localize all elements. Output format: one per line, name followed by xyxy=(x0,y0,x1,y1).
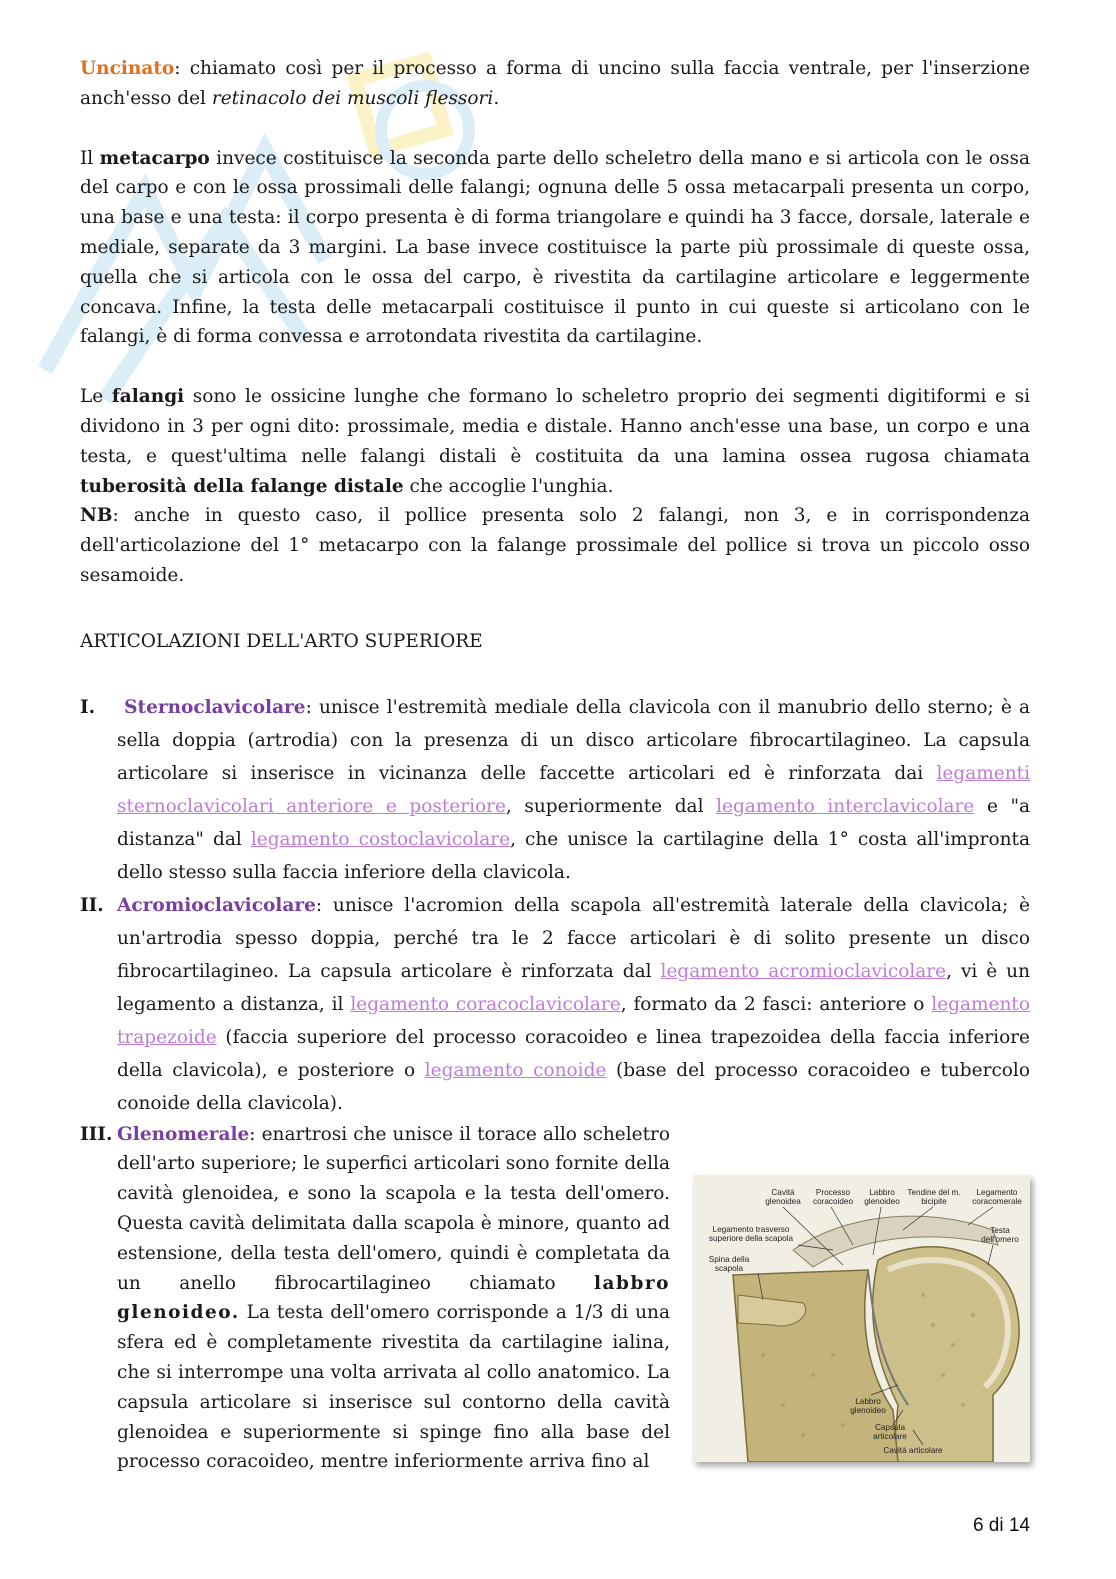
shoulder-joint-figure xyxy=(693,1175,1030,1462)
paragraph-uncinato xyxy=(80,54,1030,114)
text: , superiormente dal xyxy=(505,795,717,817)
text: , formato da 2 fasci: anteriore o xyxy=(620,993,932,1015)
italic-term: retinacolo dei muscoli flessori xyxy=(211,87,494,109)
label-labbro-glenoideo-bottom: Labbro glenoideo xyxy=(850,1397,886,1415)
link-legamento-conoide[interactable]: legamento conoide xyxy=(424,1059,607,1081)
list-item-sternoclavicolare xyxy=(80,691,1030,889)
text: (base del processo coracoideo e tubercolo conoide della clavicola). xyxy=(117,1059,1030,1114)
text: sono le ossicine lunghe che formano lo scheletro proprio dei segmenti digitiformi e si dividono in 3 per ogni dito: prossimale, media e distale. Hanno anch'esse una base, un corpo e una testa, e quest'ultima nelle falangi distali è costituita da una lamina ossea rugosa chiamata xyxy=(80,386,1030,467)
link-legamento-trapezoide[interactable]: legamento trapezoide xyxy=(117,993,1030,1048)
term-metacarpo: metacarpo xyxy=(99,147,210,169)
label-processo-coracoideo: Processo coracoideo xyxy=(812,1188,854,1206)
list-number: I. xyxy=(80,696,96,718)
term-nb: NB xyxy=(80,505,113,527)
text: , che unisce la cartilagine della 1° costa all'impronta dello stesso sulla faccia inferiore della clavicola. xyxy=(117,828,1031,883)
text: , vi è un legamento a distanza, il xyxy=(117,960,1030,1015)
list-item-glenomerale xyxy=(80,1120,670,1478)
page-number: 6 di 14 xyxy=(972,1515,1030,1536)
text: . xyxy=(493,87,500,109)
list-number: III. xyxy=(80,1123,113,1145)
paragraph-metacarpo xyxy=(80,144,1030,353)
link-legamento-coracoclavicolare[interactable]: legamento coracoclavicolare xyxy=(350,993,621,1015)
list-number: II. xyxy=(80,894,104,916)
text: : unisce l'acromion della scapola all'estremità laterale della clavicola; è un'artrodia spesso doppia, perché tra le 2 facce articolari è di solito presente un disco fibrocartilagineo. La capsula articolare è rinforzata dal xyxy=(117,894,1030,982)
term-labbro-glenoideo: labbro glenoideo. xyxy=(117,1272,670,1324)
paragraph-nb xyxy=(80,501,1030,590)
list-item-acromioclavicolare xyxy=(80,889,1030,1120)
label-cavita-articolare: Cavità articolare xyxy=(883,1446,943,1455)
term-sternoclavicolare: Sternoclavicolare xyxy=(124,696,306,718)
text: e "a distanza" dal xyxy=(117,795,1031,850)
paragraph-falangi xyxy=(80,382,1030,501)
text: : unisce l'estremità mediale della clavicola con il manubrio dello sterno; è a sella doppia (artrodia) con la presenza di un disco articolare fibrocartilagineo. La capsula articolare si inserisce in vicinanza delle faccette articolari ed è rinforzata dai xyxy=(117,696,1030,784)
label-spina-scapola: Spina della scapola xyxy=(708,1255,750,1273)
link-legamenti-sternoclavicolari[interactable]: legamenti sternoclavicolari anteriore e posteriore xyxy=(117,762,1030,817)
label-tendine: Tendine del m. bicipite xyxy=(907,1188,961,1206)
label-cavita-glenoidea: Cavità glenoidea xyxy=(765,1188,801,1206)
term-glenomerale: Glenomerale xyxy=(117,1123,250,1145)
shoulder-joint-illustration xyxy=(693,1175,1030,1462)
text: Le xyxy=(80,386,112,408)
text: : anche in questo caso, il pollice presenta solo 2 falangi, non 3, e in corrispondenza dell'articolazione del 1° metacarpo con la falange prossimale del pollice si trova un piccolo osso sesamoide. xyxy=(80,505,1030,586)
text: che accoglie l'unghia. xyxy=(403,475,614,497)
label-capsula-articolare: Capsula articolare xyxy=(873,1423,907,1441)
text: : chiamato così per il processo a forma di uncino sulla faccia ventrale, per l'inserzione anch'esso del xyxy=(80,58,1030,109)
text: La testa dell'omero corrisponde a 1/3 di una sfera ed è completamente rivestita da cartilagine ialina, che si interrompe una volta arrivata al collo anatomico. La capsula articolare si inserisce sul contorno della cavità glenoidea e superiormente si spinge fino alla base del processo coracoideo, mentre inferiormente arriva fino al xyxy=(117,1302,670,1473)
term-falangi: falangi xyxy=(111,386,185,408)
term-acromioclavicolare: Acromioclavicolare xyxy=(117,894,316,916)
label-legamento-trasverso: Legamento trasverso superiore della scapola xyxy=(708,1225,794,1243)
text: Il xyxy=(80,147,100,169)
link-legamento-acromioclavicolare[interactable]: legamento acromioclavicolare xyxy=(660,960,947,982)
term-tuberosita: tuberosità della falange distale xyxy=(80,475,404,497)
label-legamento-coracomerale: Legamento coracomerale xyxy=(972,1188,1022,1206)
text: (faccia superiore del processo coracoideo e linea trapezoidea della faccia inferiore della clavicola), e posteriore o xyxy=(117,1026,1030,1081)
link-legamento-costoclavicolare[interactable]: legamento costoclavicolare xyxy=(250,828,511,850)
text: invece costituisce la seconda parte dello scheletro della mano e si articola con le ossa del carpo e con le ossa prossimali delle falangi; ognuna delle 5 ossa metacarpali presenta un corpo, una base e una testa: il corpo presenta è di forma triangolare e quindi ha 3 facce, dorsale, laterale e mediale, separate da 3 margini. La base invece costituisce la parte più prossimale di queste ossa, quella che si articola con le ossa del carpo, è rivestita da cartilagine articolare e leggermente concava. Infine, la testa delle metacarpali costituisce il punto in cui queste si articolano con le falangi, è di forma convessa e arrotondata rivestita da cartilagine. xyxy=(80,147,1030,348)
link-legamento-interclavicolare[interactable]: legamento interclavicolare xyxy=(716,795,975,817)
section-heading: ARTICOLAZIONI DELL'ARTO SUPERIORE xyxy=(80,630,483,652)
text: : enartrosi che unisce il torace allo scheletro dell'arto superiore; le superfici articolari sono fornite della cavità glenoidea, e sono la scapola e la testa dell'omero. Questa cavità delimitata dalla scapola è minore, quanto ad estensione, della testa dell'omero, quindi è completata da un anello fibrocartilagineo chiamato xyxy=(117,1123,670,1294)
label-labbro-glenoideo-top: Labbro glenoideo xyxy=(864,1188,900,1206)
label-testa-omero: Testa dell'omero xyxy=(981,1226,1019,1244)
term-uncinato: Uncinato xyxy=(80,58,175,79)
